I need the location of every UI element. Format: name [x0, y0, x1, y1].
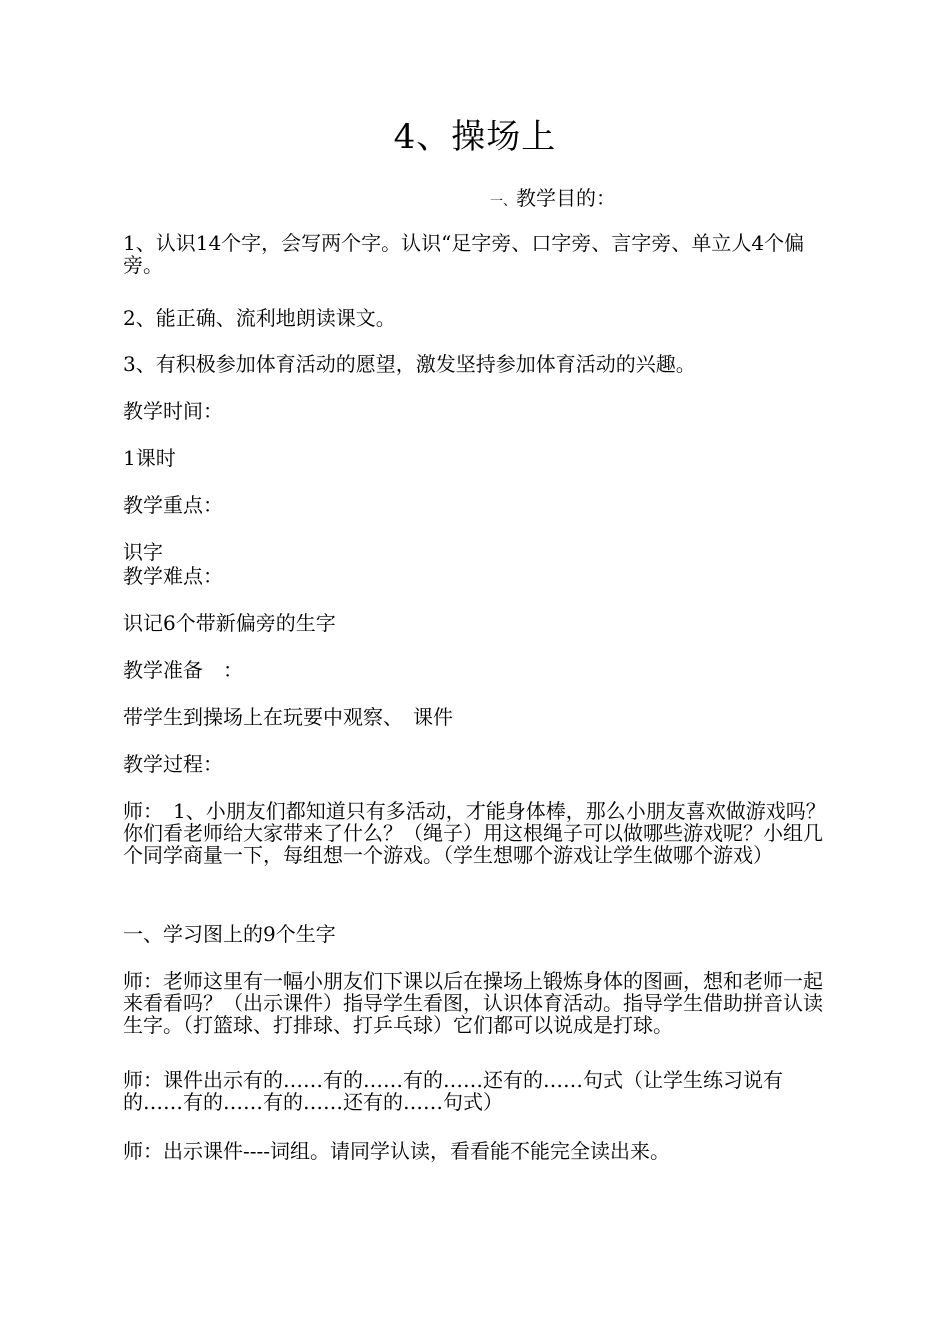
teaching-time-heading: 教学时间： [123, 399, 223, 423]
preparation-value: 带学生到操场上在玩要中观察、 课件 [123, 705, 453, 729]
objective-3: 3、有积极参加体育活动的愿望，激发坚持参加体育活动的兴趣。 [123, 352, 696, 376]
process-heading: 教学过程： [123, 752, 223, 776]
teacher-paragraph-3: 师：课件出示有的……有的……有的……还有的……句式（让学生练习说有的……有的……有的……还有的……句式） [123, 1068, 783, 1114]
key-point-heading: 教学重点： [123, 493, 223, 517]
difficulty-heading: 教学难点： [123, 564, 223, 588]
difficulty-value: 识记6个带新偏旁的生字 [123, 611, 336, 635]
teaching-time-value: 1课时 [123, 446, 176, 470]
section-one-heading: 一、学习图上的9个生字 [123, 922, 336, 946]
preparation-heading: 教学准备 ： [123, 658, 243, 682]
section-heading-number: 一、 [490, 194, 517, 209]
key-point-value: 识字 [123, 540, 163, 564]
objective-2: 2、能正确、流利地朗读课文。 [123, 306, 396, 330]
teacher-paragraph-2: 师：老师这里有一幅小朋友们下课以后在操场上锻炼身体的图画，想和老师一起来看看吗？（出示课件）指导学生看图，认识体育活动。指导学生借助拼音认读生字。（打篮球、打排球、打乒乓球）它们都可以说成是打球。 [123, 969, 823, 1037]
teacher-paragraph-4: 师：出示课件----词组。请同学认读，看看能不能完全读出来。 [123, 1139, 671, 1163]
objective-1: 1、认识14个字，会写两个字。认识“足字旁、口字旁、言字旁、单立人4个偏旁。 [123, 231, 805, 277]
section-heading-text: 教学目的： [516, 186, 617, 210]
teacher-paragraph-1: 师： 1、小朋友们都知道只有多活动，才能身体棒，那么小朋友喜欢做游戏吗？你们看老师给大家带来了什么？（绳子）用这根绳子可以做哪些游戏呢？小组几个同学商量一下，每组想一个游戏。（学生想哪个游戏让学生做哪个游戏） [123, 799, 826, 867]
section-heading [490, 184, 616, 216]
document-title: 4、操场上 [393, 117, 557, 157]
